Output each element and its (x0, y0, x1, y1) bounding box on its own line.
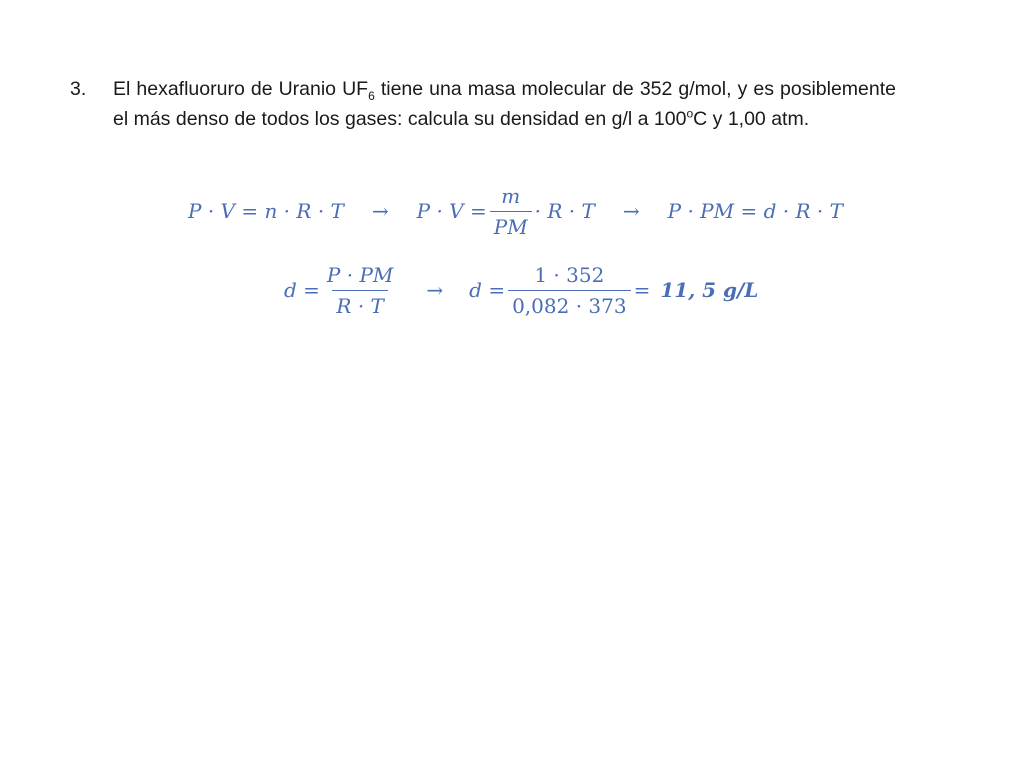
density-relation: P · PM = d · R · T (667, 199, 843, 223)
arrow-icon: → (426, 278, 444, 302)
ideal-gas-law: P · V = n · R · T (188, 199, 344, 223)
substitution-rhs: · R · T (534, 199, 595, 223)
equation-line-1 (188, 182, 843, 240)
problem-text (113, 74, 896, 134)
density-lhs-2: d = (469, 278, 506, 302)
degree-superscript: o (686, 106, 694, 121)
fraction-denominator: 0,082 · 373 (508, 290, 631, 318)
problem-statement (70, 74, 896, 134)
moles-fraction (490, 184, 532, 239)
arrow-icon: → (622, 199, 640, 223)
fraction-numerator: m (501, 183, 521, 208)
density-lhs: d = (284, 278, 320, 302)
fraction-numerator: P · PM (326, 262, 394, 287)
equals-sign: = (633, 278, 651, 302)
fraction-numerator: 1 · 352 (534, 262, 605, 287)
arrow-icon: → (371, 199, 389, 223)
formula-subscript: 6 (368, 88, 375, 103)
equation-line-2 (284, 258, 758, 322)
density-result: 11, 5 g/L (660, 278, 759, 302)
problem-number: 3. (70, 78, 87, 100)
fraction-denominator: R · T (332, 290, 387, 318)
numeric-fraction (508, 263, 631, 318)
fraction-denominator: PM (490, 211, 532, 239)
problem-text-start: El hexafluoruro de Uranio UF (113, 78, 369, 100)
problem-text-middle: tiene una masa molecular de 352 g/mol, y es posiblemente el más denso de todos los gases: calcula su densidad en g/l a 100 (113, 78, 897, 130)
problem-text-end: C y 1,00 atm. (693, 108, 810, 130)
substitution-lhs: P · V = (416, 199, 487, 223)
density-formula-fraction (323, 263, 397, 318)
